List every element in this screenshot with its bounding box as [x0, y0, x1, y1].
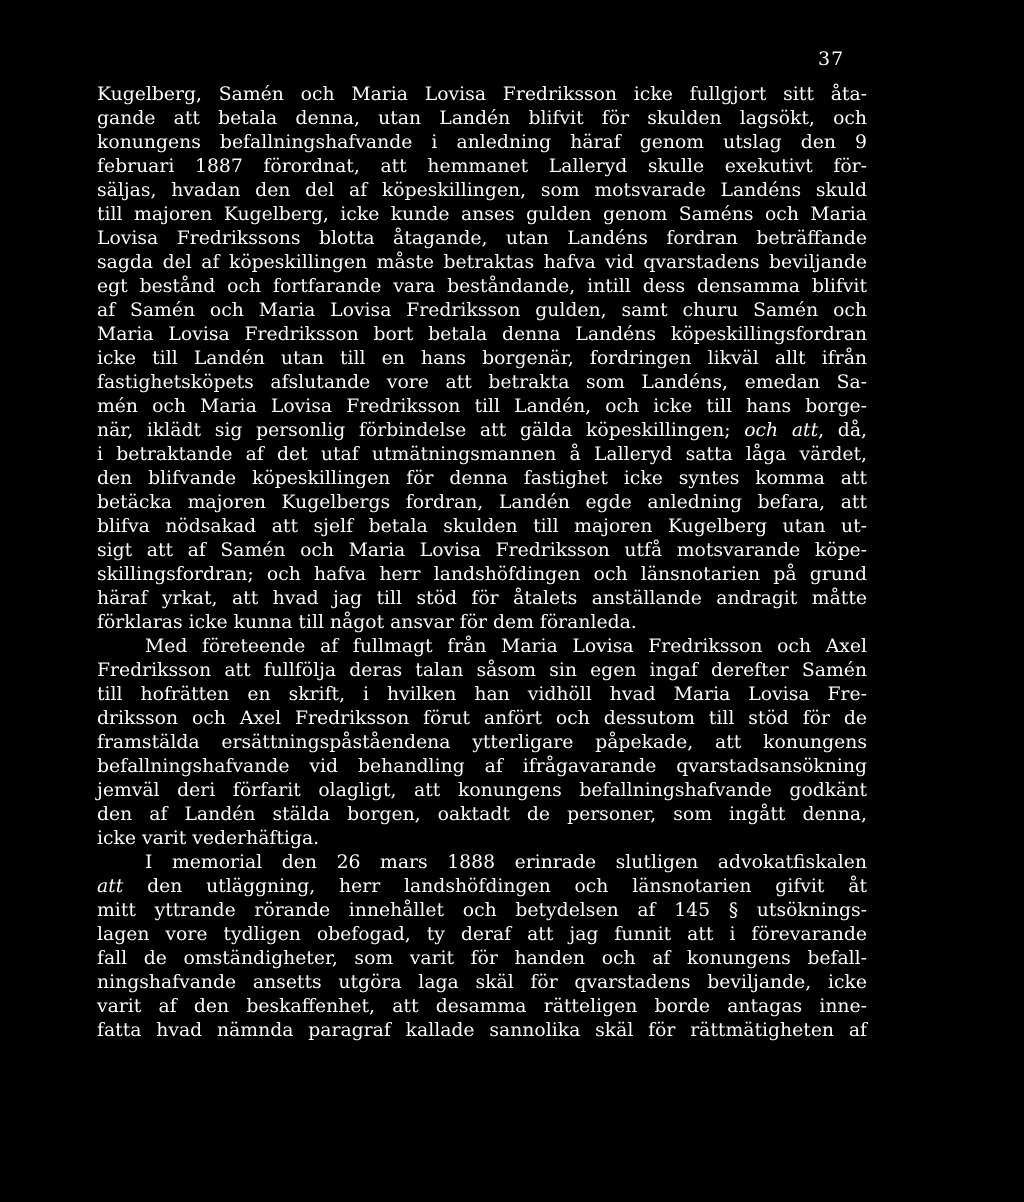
text-line: Maria Lovisa Fredriksson bort betala denna Landéns köpeskillingsfordran — [97, 324, 867, 345]
text-line: Med företeende af fullmagt från Maria Lovisa Fredriksson och Axel — [145, 636, 867, 657]
text-line: varit af den beskaffenhet, att desamma rätteligen borde antagas inne- — [97, 996, 867, 1017]
text-line: ningshafvande ansetts utgöra laga skäl för qvarstadens beviljande, icke — [97, 972, 867, 993]
text-line: lagen vore tydligen obefogad, ty deraf att jag funnit att i förevarande — [97, 924, 867, 945]
text-line: i betraktande af det utaf utmätningsmannen å Lalleryd satta låga värdet, — [97, 444, 867, 465]
text-line: Fredriksson att fullfölja deras talan såsom sin egen ingaf derefter Samén — [97, 660, 867, 681]
text-line: mén och Maria Lovisa Fredriksson till Landén, och icke till hans borge- — [97, 396, 867, 417]
text-line: sigt att af Samén och Maria Lovisa Fredriksson utfå motsvarande köpe- — [97, 540, 867, 561]
text-line: när, iklädt sig personlig förbindelse att gälda köpeskillingen; och att, då, — [97, 420, 867, 441]
text-line: jemväl deri förfarit olagligt, att konungens befallningshafvande godkänt — [97, 780, 867, 801]
text-line: till majoren Kugelberg, icke kunde anses gulden genom Saméns och Maria — [97, 204, 867, 225]
text-line: befallningshafvande vid behandling af ifrågavarande qvarstadsansökning — [97, 756, 867, 777]
text-line: februari 1887 förordnat, att hemmanet Lalleryd skulle exekutivt för- — [97, 156, 867, 177]
text-line: sagda del af köpeskillingen måste betraktas hafva vid qvarstadens beviljande — [97, 252, 867, 273]
text-line: mitt yttrande rörande innehållet och betydelsen af 145 § utsöknings- — [97, 900, 867, 921]
text-line: förklaras icke kunna till något ansvar för dem föranleda. — [97, 612, 637, 633]
text-line: betäcka majoren Kugelbergs fordran, Landén egde anledning befara, att — [97, 492, 867, 513]
text-line: fall de omständigheter, som varit för handen och af konungens befall- — [97, 948, 867, 969]
text-line: till hofrätten en skrift, i hvilken han vidhöll hvad Maria Lovisa Fre- — [97, 684, 867, 705]
text-line: fastighetsköpets afslutande vore att betrakta som Landéns, emedan Sa- — [97, 372, 867, 393]
text-line: blifva nödsakad att sjelf betala skulden till majoren Kugelberg utan ut- — [97, 516, 867, 537]
text-line: den blifvande köpeskillingen för denna fastighet icke syntes komma att — [97, 468, 867, 489]
page-number: 37 — [818, 48, 845, 70]
text-line: att den utläggning, herr landshöfdingen och länsnotarien gifvit åt — [97, 876, 867, 897]
body-text — [97, 83, 867, 1043]
text-line: säljas, hvadan den del af köpeskillingen, som motsvarade Landéns skuld — [97, 180, 867, 201]
text-line: Kugelberg, Samén och Maria Lovisa Fredriksson icke fullgjort sitt åta- — [97, 84, 867, 105]
text-line: Lovisa Fredrikssons blotta åtagande, utan Landéns fordran beträffande — [97, 228, 867, 249]
text-line: fatta hvad nämnda paragraf kallade sannolika skäl för rättmätigheten af — [97, 1020, 867, 1041]
text-line: skillingsfordran; och hafva herr landshöfdingen och länsnotarien på grund — [97, 564, 867, 585]
text-line: framstälda ersättningspåståendena ytterligare påpekade, att konungens — [97, 732, 867, 753]
text-line: egt bestånd och fortfarande vara beståndande, intill dess densamma blifvit — [97, 276, 867, 297]
text-line: driksson och Axel Fredriksson förut anfört och dessutom till stöd för de — [97, 708, 867, 729]
text-line: af Samén och Maria Lovisa Fredriksson gulden, samt churu Samén och — [97, 300, 867, 321]
text-line: I memorial den 26 mars 1888 erinrade slutligen advokatfiskalen — [145, 852, 867, 873]
text-line: den af Landén stälda borgen, oaktadt de personer, som ingått denna, — [97, 804, 867, 825]
text-line: gande att betala denna, utan Landén blifvit för skulden lagsökt, och — [97, 108, 867, 129]
text-line: icke till Landén utan till en hans borgenär, fordringen likväl allt ifrån — [97, 348, 867, 369]
text-line: icke varit vederhäftiga. — [97, 828, 320, 849]
text-line: häraf yrkat, att hvad jag till stöd för åtalets anställande andragit måtte — [97, 588, 867, 609]
text-line: konungens befallningshafvande i anledning häraf genom utslag den 9 — [97, 132, 867, 153]
